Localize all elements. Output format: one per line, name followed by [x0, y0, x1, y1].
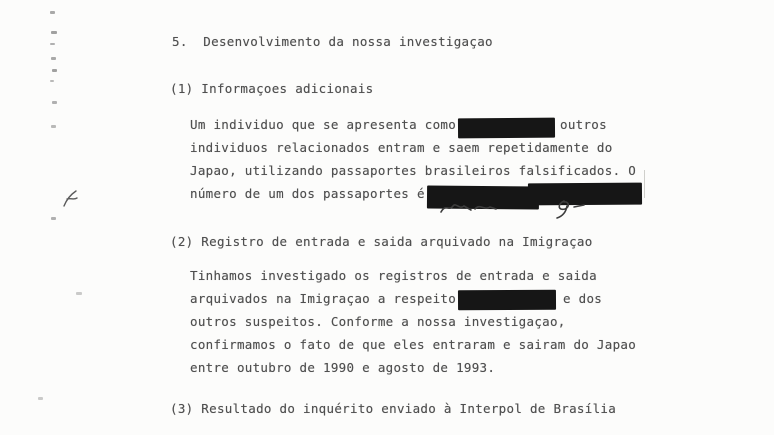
scan-crease	[644, 170, 645, 198]
scan-speck	[51, 31, 57, 34]
scan-speck	[52, 69, 57, 72]
paragraph-1-line-4-pre: número de um dos passaportes é	[190, 186, 425, 201]
paragraph-1-line-1-post: outros	[560, 117, 607, 132]
paragraph-2-line-2-post: e dos	[563, 291, 603, 306]
handwritten-mark	[58, 189, 84, 209]
scan-speck	[51, 57, 56, 60]
paragraph-1-line-1-pre: Um individuo que se apresenta como	[190, 117, 457, 132]
scan-speck	[76, 292, 82, 295]
paragraph-1-line-2: individuos relacionados entram e saem repetidamente do	[190, 140, 613, 155]
paragraph-2-line-2-pre: arquivados na Imigraçao a respeito	[190, 291, 457, 306]
section-2-heading: (2) Registro de entrada e saida arquivado na Imigraçao	[170, 234, 593, 249]
scan-speck	[50, 43, 55, 45]
scan-speck	[50, 80, 54, 82]
handwritten-annotation	[438, 199, 518, 217]
handwritten-annotation	[550, 198, 602, 220]
scan-speck	[52, 101, 57, 104]
paragraph-2-line-3: outros suspeitos. Conforme a nossa investigaçao,	[190, 314, 566, 329]
redaction-bar	[458, 118, 555, 139]
section-3-heading: (3) Resultado do inquérito enviado à Interpol de Brasília	[170, 401, 617, 416]
redaction-bar	[458, 290, 556, 311]
paragraph-1-line-3: Japao, utilizando passaportes brasileiros falsificados. O	[190, 163, 637, 178]
scan-speck	[51, 217, 56, 220]
paragraph-2-line-4: confirmamos o fato de que eles entraram e sairam do Japao	[190, 337, 637, 352]
section-5-heading: 5. Desenvolvimento da nossa investigaçao	[172, 34, 493, 49]
scan-speck	[51, 125, 56, 128]
scan-speck	[50, 11, 55, 14]
paragraph-2-line-1: Tinhamos investigado os registros de entrada e saida	[190, 268, 597, 283]
paragraph-2-line-5: entre outubro de 1990 e agosto de 1993.	[190, 360, 496, 375]
scan-speck	[38, 397, 43, 400]
section-1-heading: (1) Informaçoes adicionais	[170, 81, 374, 96]
